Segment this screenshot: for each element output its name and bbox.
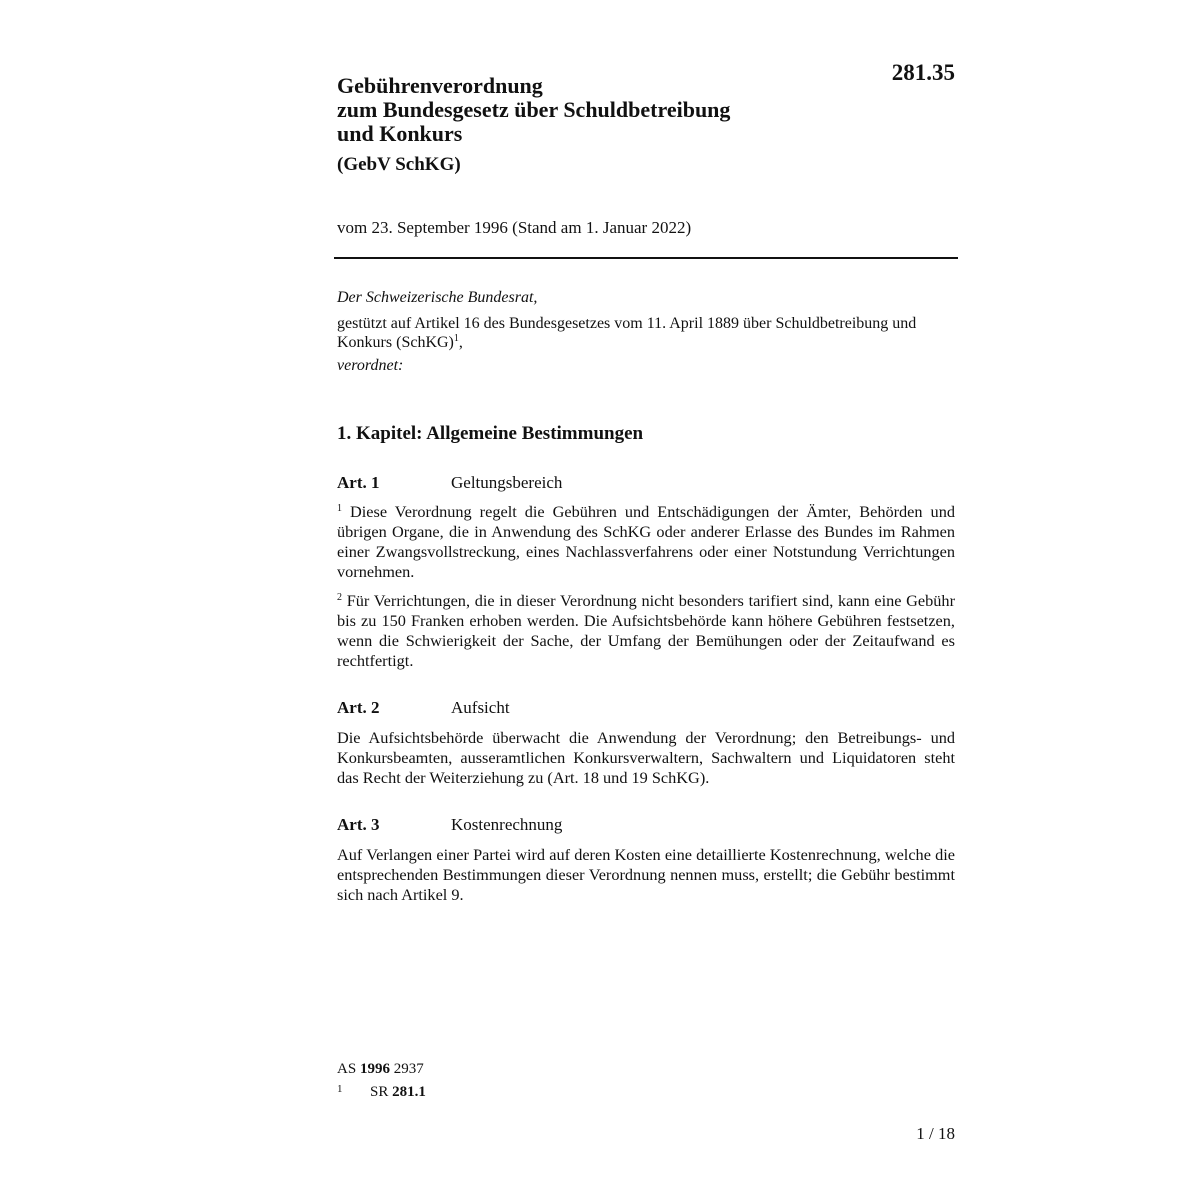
- article-3-title: Kostenrechnung: [451, 815, 563, 834]
- article-3-paragraph-1: [337, 845, 955, 905]
- paragraph-text: Für Verrichtungen, die in dieser Verordnung nicht besonders tarifiert sind, kann eine Gebühr bis zu 150 Franken erhoben werden. Die Aufsichtsbehörde kann höhere Gebühren festsetzen, wenn die Schwierigkeit der Sache, der Umfang der Bemühungen oder der Zeitaufwand es rechtfertigt.: [337, 591, 955, 670]
- article-2-number: Art. 2: [337, 698, 380, 717]
- title-line-3: und Konkurs: [337, 121, 463, 146]
- article-1-heading: [337, 473, 562, 493]
- article-1-number: Art. 1: [337, 473, 380, 492]
- as-page: 2937: [393, 1061, 424, 1077]
- article-3-number: Art. 3: [337, 815, 380, 834]
- footnote-reference[interactable]: 281.1: [392, 1084, 426, 1100]
- sr-number: 281.35: [891, 60, 955, 85]
- footnote-prefix: SR: [370, 1084, 389, 1100]
- page-number: 1 / 18: [916, 1124, 955, 1143]
- title-abbreviation: (GebV SchKG): [337, 154, 461, 175]
- preamble-basis: [337, 314, 957, 352]
- preamble-authority: Der Schweizerische Bundesrat,: [337, 289, 538, 306]
- title-line-2: zum Bundesgesetz über Schuldbetreibung: [337, 97, 731, 122]
- article-1-paragraph-1: [337, 502, 955, 582]
- article-3-heading: [337, 815, 562, 835]
- preamble-basis-end: ,: [458, 334, 463, 351]
- preamble-basis-text: gestützt auf Artikel 16 des Bundesgesetzes vom 11. April 1889 über Schuldbetreibung und Konkurs (SchKG): [337, 315, 917, 351]
- as-reference: [337, 1059, 426, 1079]
- paragraph-text: Die Aufsichtsbehörde überwacht die Anwendung der Verordnung; den Betreibungs- und Konkursbeamten, ausseramtlichen Konkursverwaltern, Sachwaltern und Liquidatoren steht das Recht der Weiterziehung zu (Art. 18 und 19 SchKG).: [337, 728, 955, 787]
- article-2-title: Aufsicht: [451, 698, 510, 717]
- paragraph-marker: 1: [337, 503, 342, 514]
- footnotes: [337, 1059, 426, 1102]
- footnote-ref-1[interactable]: 1: [453, 333, 459, 344]
- article-2-heading: [337, 698, 510, 718]
- as-year: 1996: [359, 1061, 390, 1077]
- title-line-1: Gebührenverordnung: [337, 73, 543, 98]
- article-1-paragraph-2: [337, 591, 955, 671]
- document-title: [337, 74, 857, 176]
- header-divider: [334, 257, 958, 259]
- preamble: [337, 288, 957, 375]
- article-2-paragraph-1: [337, 728, 955, 788]
- date-line: vom 23. September 1996 (Stand am 1. Januar 2022): [337, 218, 692, 237]
- preamble-verb: verordnet:: [337, 357, 404, 374]
- article-1-title: Geltungsbereich: [451, 473, 563, 492]
- footnote-marker: 1: [337, 1083, 343, 1095]
- paragraph-marker: 2: [337, 592, 342, 603]
- footnote-1: [337, 1079, 426, 1102]
- paragraph-text: Auf Verlangen einer Partei wird auf deren Kosten eine detaillierte Kostenrechnung, welche die entsprechenden Bestimmungen dieser Verordnung nennen muss, erstellt; die Gebühr bestimmt sich nach Artikel 9.: [337, 845, 955, 904]
- chapter-heading: 1. Kapitel: Allgemeine Bestimmungen: [337, 423, 644, 444]
- as-prefix: AS: [337, 1061, 357, 1077]
- paragraph-text: Diese Verordnung regelt die Gebühren und Entschädigungen der Ämter, Behörden und übrigen Organe, die in Anwendung des SchKG oder anderer Erlasse des Bundes im Rahmen einer Zwangsvollstreckung, eines Nachlassverfahrens oder einer Notstundung Verrichtungen vornehmen.: [337, 502, 955, 581]
